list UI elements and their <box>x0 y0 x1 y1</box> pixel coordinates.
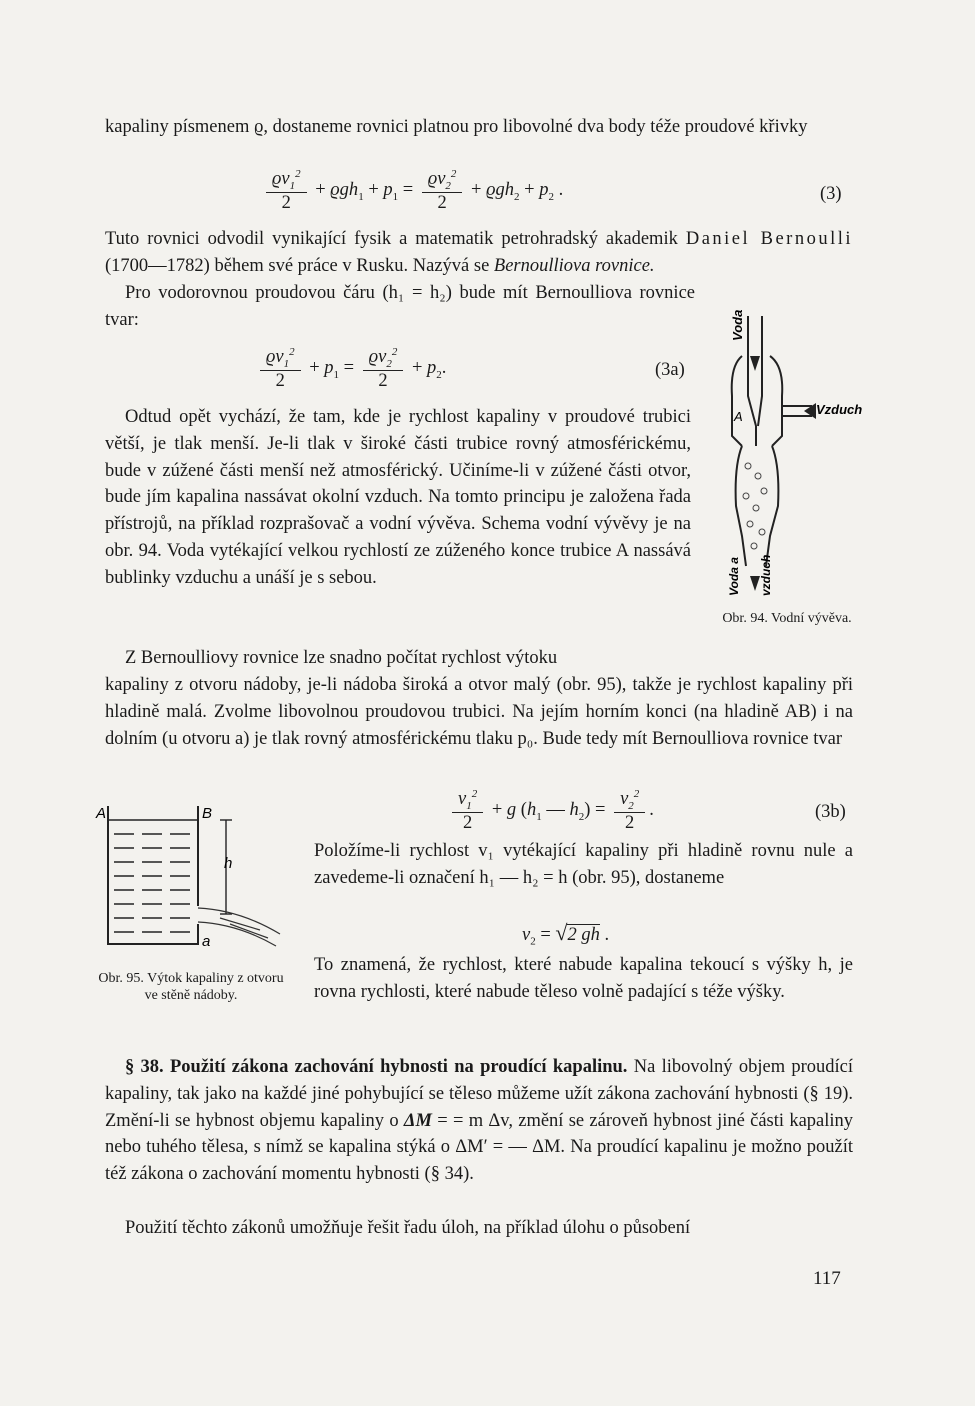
equation-3a-number: (3a) <box>655 360 685 380</box>
section-38 <box>105 1054 853 1188</box>
vodorovnou-text: Pro vodorovnou proudovou čáru (h₁ = h₂) bude mít Bernoulliova rovnice tvar: <box>105 283 695 330</box>
equation-3-number: (3) <box>820 184 842 204</box>
equation-v2: $v_2 = √2$ gh . <box>522 920 610 948</box>
to-znamena-paragraph <box>314 952 853 1006</box>
z-bernoulliovy-paragraph <box>105 672 853 752</box>
section-38-body-a: Na libovolný objem proudící kapaliny, tak jako na každé jiné pohybující se těleso můžeme užít zákona zachování hybnosti (§ 19). Změní-li se hybnost objemu kapaliny o <box>105 1057 854 1131</box>
odtud-text: Odtud opět vychází, že tam, kde je rychlost kapaliny v proudové trubici větší, je tlak menší. Je-li tlak v široké části trubice rovný atmosférickému, bude v zúžené části menší než atmosférický. Učiníme-li v zúžené části otvor, bude jím kapalina nassávat okolní vzduch. Na tomto principu je založena řada přístrojů, na příklad rozprašovač a vodní vývěva. Schema vodní vývěvy je na obr. 94. Voda vytékající velkou rychlostí ze zúženého konce trubice A nassává bublinky vzduchu a unáší je s sebou. <box>105 407 691 588</box>
page-number: 117 <box>813 1268 841 1289</box>
fig94-label-a: A <box>734 409 743 424</box>
intro-text: kapaliny písmenem ϱ, dostaneme rovnici platnou pro libovolné dva body téže proudové křivky <box>105 117 808 137</box>
figure-94 <box>712 296 872 616</box>
fig95-caption: Obr. 95. Výtok kapaliny z otvoru ve stěně nádoby. <box>98 971 284 1003</box>
fig95-label-small-a: a <box>202 933 211 950</box>
odtud-paragraph <box>105 404 691 592</box>
fig94-label-voda-bottom: Voda a <box>727 557 741 596</box>
fig94-label-voda-top: Voda <box>730 309 745 341</box>
fig95-label-b: B <box>202 805 213 822</box>
equation-3b-number: (3b) <box>815 802 846 822</box>
equation-3a: $\frac{ϱv_1^2}{2}$ + $p_1$ = $\frac{ϱv_2^2}{2}$ + $p_2$. <box>256 346 446 392</box>
z-bernoulliovy-line1 <box>105 645 695 672</box>
section-38-title: Použití zákona zachování hybnosti na proudící kapalinu. <box>170 1057 628 1077</box>
section-38-body-c: = = m Δv, změní se zároveň hybnost jiné části kapaliny nebo tuhého tělesa, s nímž se kapalina stýká o ΔM′ = — ΔM. Na proudící kapalinu je možno použít též zákona o zachování momentu hybnosti (§ 34). <box>105 1110 854 1185</box>
bernoulli-name: Daniel Bernoulli <box>685 229 854 249</box>
water-pump-diagram <box>712 296 872 616</box>
fig94-caption: Obr. 94. Vodní vývěva. <box>722 611 852 626</box>
polozime-text: Položíme-li rychlost v₁ vytékající kapaliny při hladině rovnu nule a zavedeme-li označení h₁ — h₂ = h (obr. 95), dostaneme <box>314 841 853 888</box>
fig94-label-vzduch: Vzduch <box>816 402 863 417</box>
fig94-label-vzduch-bottom: vzduch <box>759 554 773 596</box>
to-znamena-text: To znamená, že rychlost, které nabude kapalina tekoucí s výšky h, je rovna rychlosti, které nabude těleso volně padající s téže výšky. <box>314 955 853 1002</box>
figure-95 <box>90 796 290 956</box>
equation-3b: $\frac{v_1^2}{2}$ + g ($h_1$ — $h_2$) = $\frac{v_2^2}{2}$ . <box>448 788 654 834</box>
polozime-paragraph <box>314 838 853 892</box>
z-bernoulliovy-text-1: Z Bernoulliovy rovnice lze snadno počítat rychlost výtoku <box>125 648 558 668</box>
equation-3: $\frac{ϱv_1^2}{2}$ + $ϱgh_1 + p_1$ = $\frac{ϱv_2^2}{2}$ + $ϱgh_2 + p_2$ . <box>262 168 563 214</box>
tuto-paragraph <box>105 226 853 280</box>
pouziti-paragraph <box>105 1215 853 1242</box>
fig95-label-a: A <box>96 805 107 822</box>
fig95-label-h: h <box>224 855 233 872</box>
intro-paragraph <box>105 114 853 141</box>
tuto-text-b: (1700—1782) během své práce v Rusku. Nazývá se <box>105 255 490 276</box>
pouziti-text: Použití těchto zákonů umožňuje řešit řadu úloh, na příklad úlohu o působení <box>125 1218 691 1238</box>
tuto-text-a: Tuto rovnici odvodil vynikající fysik a matematik petrohradský akademik <box>105 229 678 249</box>
bernoulli-equation-term: Bernoulliova rovnice. <box>493 255 655 276</box>
vessel-outflow-diagram <box>90 796 290 956</box>
section-38-body-b: ΔM <box>403 1110 432 1131</box>
z-bernoulliovy-text-2: kapaliny z otvoru nádoby, je-li nádoba široká a otvor malý (obr. 95), takže je rychlost kapaliny při hladině malá. Zvolme libovolnou proudovou trubici. Na jejím horním konci (na hladině AB) i na dolním (u otvoru a) je tlak rovný atmosférickému tlaku p₀. Bude tedy mít Bernoulliova rovnice tvar <box>105 675 853 749</box>
section-38-number: § 38. <box>125 1057 164 1077</box>
vodorovnou-paragraph <box>105 280 695 334</box>
